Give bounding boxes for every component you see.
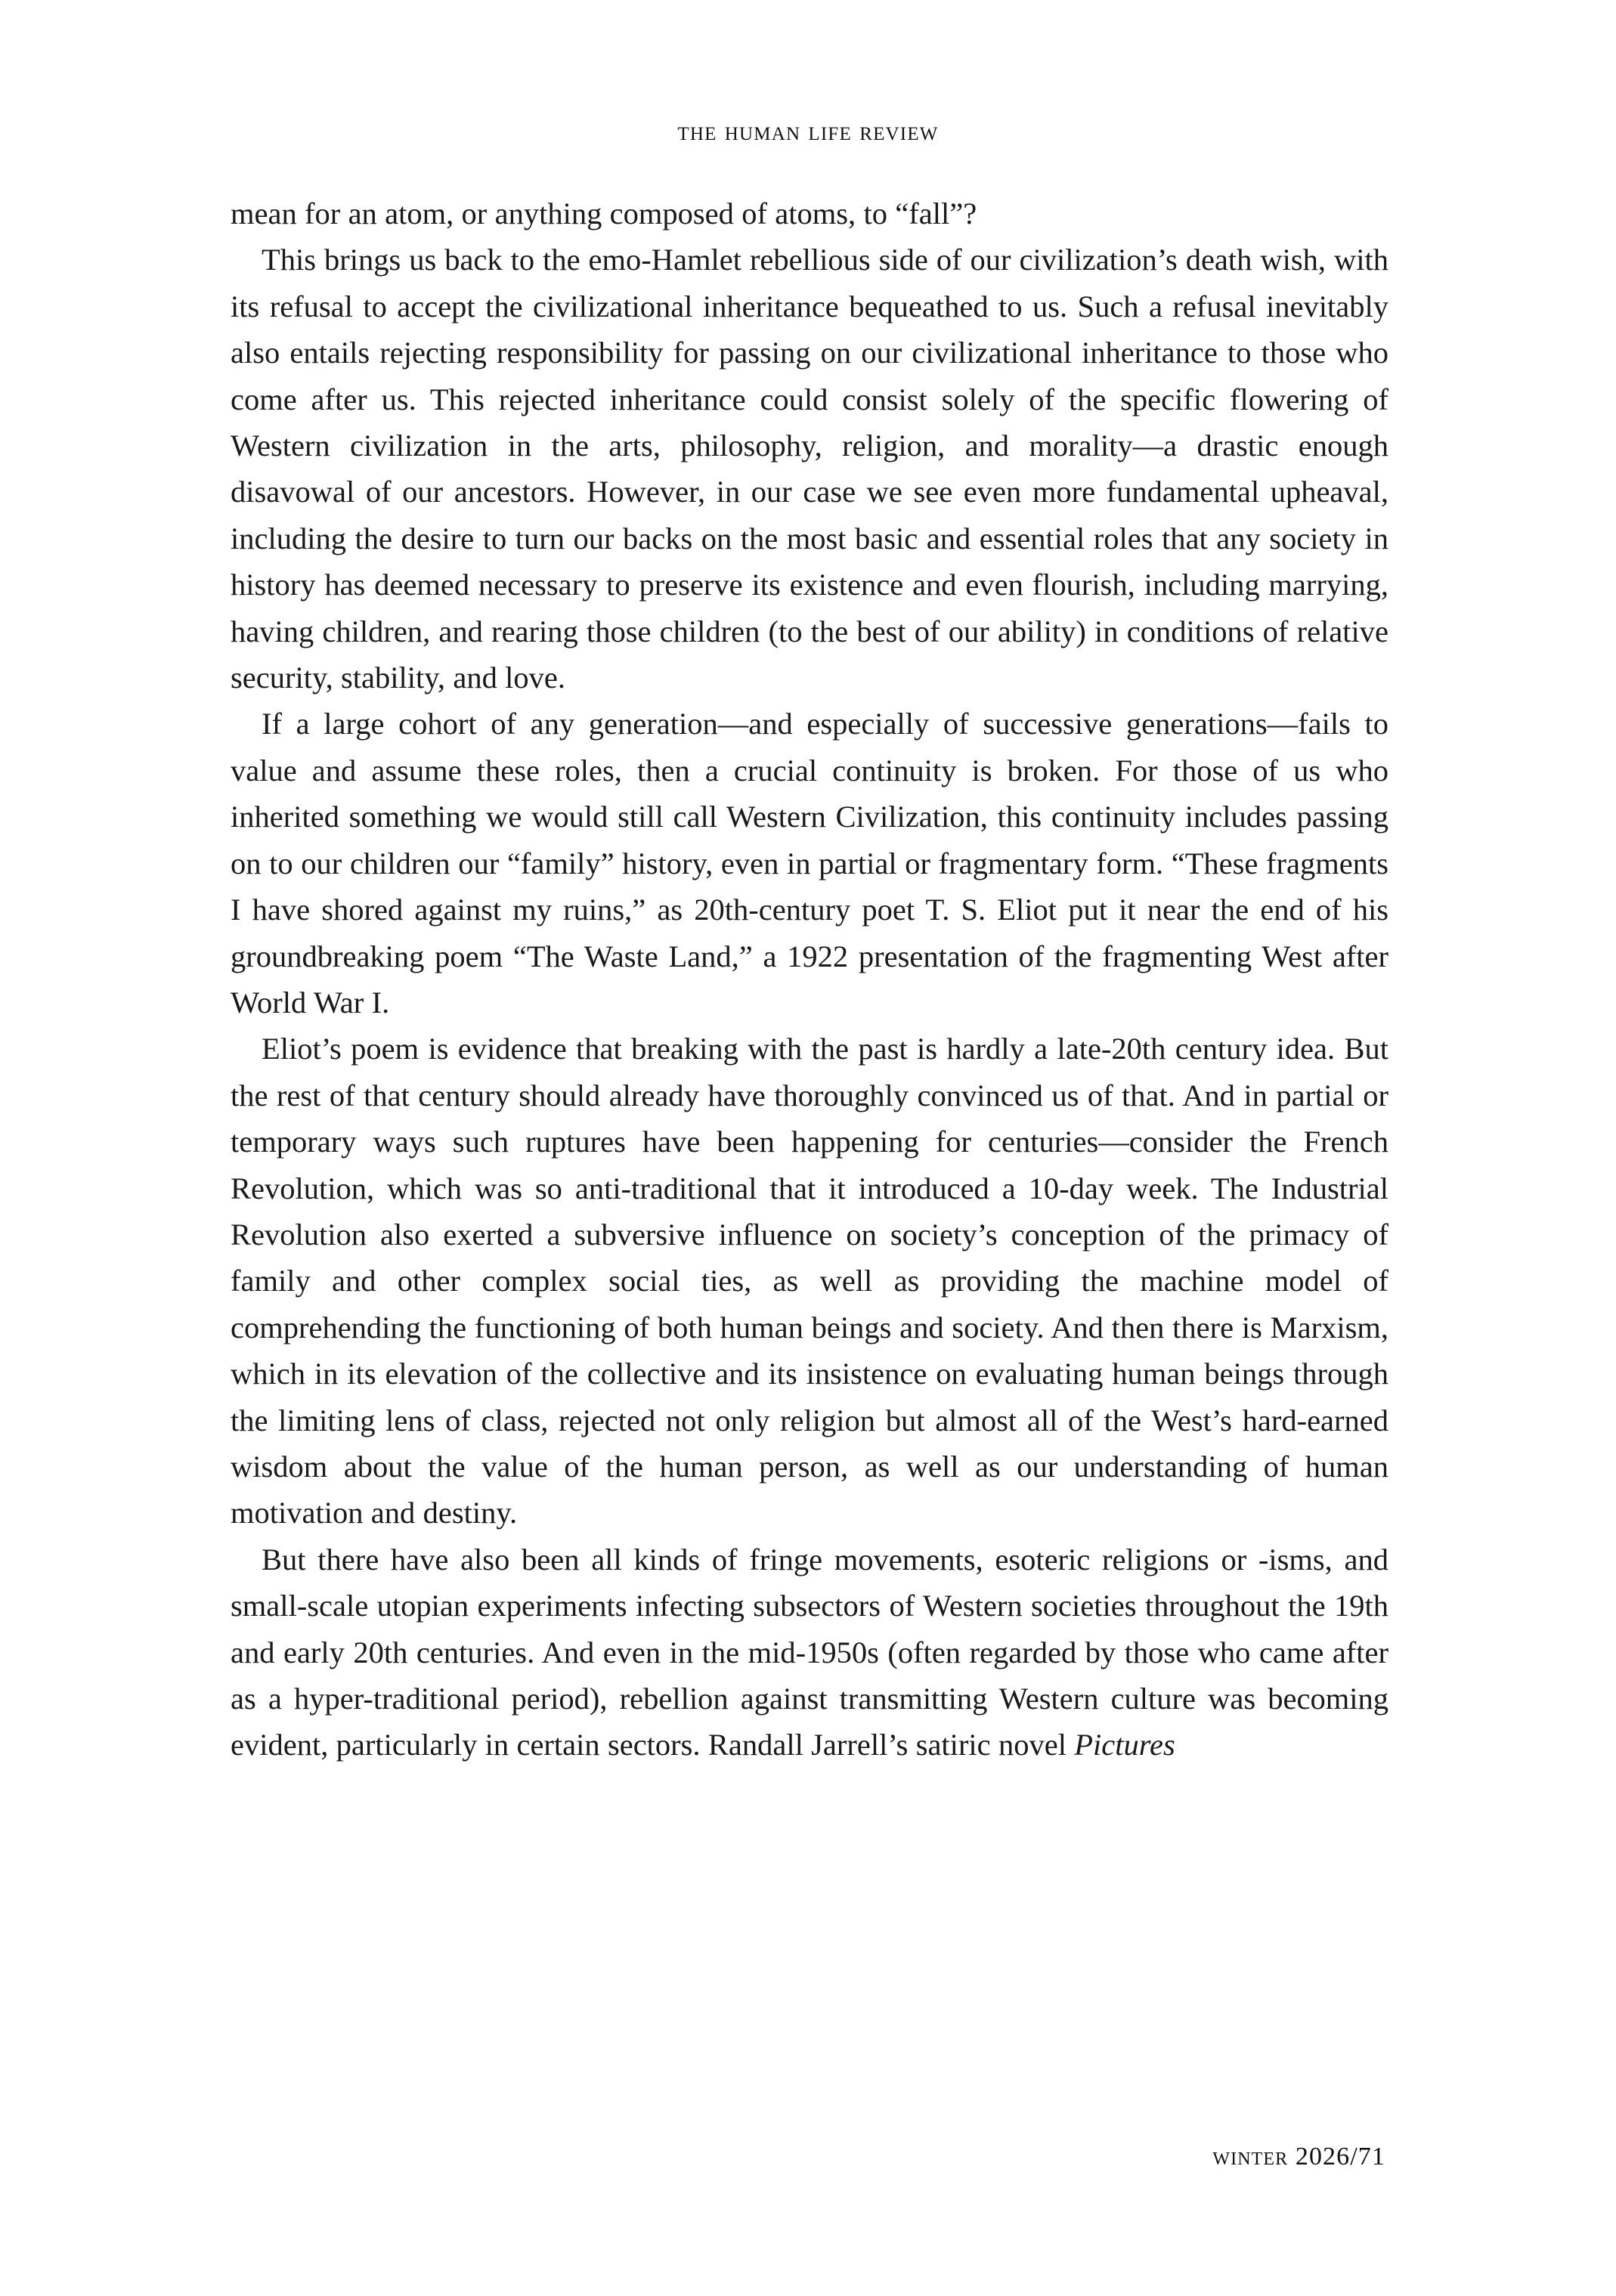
running-head: the human life review — [677, 116, 939, 146]
paragraph-emo-hamlet: This brings us back to the emo-Hamlet rebellious side of our civilization’s death wish, with its refusal to accept the civilizational inheritance bequeathed to us. Such a refusal inevitably also entails rejecting responsibility for passing on our civilizational inheritance to those who come after us. This rejected inheritance could consist solely of the specific flowering of Western civilization in the arts, philosophy, religion, and morality—a drastic enough disavowal of our ancestors. However, in our case we see even more fundamental upheaval, including the desire to turn our backs on the most basic and essential roles that any society in history has deemed necessary to preserve its existence and even flourish, including marrying, having children, and rearing those children (to the best of our ability) in conditions of relative security, stability, and love. — [231, 243, 1388, 695]
paragraph-fringe-text: But there have also been all kinds of fringe movements, esoteric religions or -isms, and small-scale utopian experiments infecting subsectors of Western societies throughout the 19th and early 20th centuries. And even in the mid-1950s (often regarded by those who came after as a hyper-traditional period), rebellion against transmitting Western culture was becoming evident, particularly in certain sectors. Randall Jarrell’s satiric novel — [231, 1542, 1388, 1762]
paragraph-cohort: If a large cohort of any generation—and especially of successive generations—fails to value and assume these roles, then a crucial continuity is broken. For those of us who inherited something we would still call Western Civilization, this continuity includes passing on to our children our “family” history, even in partial or fragmentary form. “These fragments I have shored against my ruins,” as 20th-century poet T. S. Eliot put it near the end of his groundbreaking poem “The Waste Land,” a 1922 presentation of the fragmenting West after World War I. — [231, 707, 1388, 1020]
paragraph-fringe — [231, 1536, 1388, 1768]
paragraph-eliot: Eliot’s poem is evidence that breaking with the past is hardly a late-20th century idea. But the rest of that century should already have thoroughly convinced us of that. And in partial or temporary ways such ruptures have been happening for centuries—consider the French Revolution, which was so anti-traditional that it introduced a 10-day week. The Industrial Revolution also exerted a subversive influence on society’s conception of the primacy of family and other complex social ties, as well as providing the machine model of comprehending the functioning of both human beings and society. And then there is Marxism, which in its elevation of the collective and its insistence on evaluating human beings through the limiting lens of class, rejected not only religion but almost all of the West’s hard-earned wisdom about the value of the human person, as well as our understanding of human motivation and destiny. — [231, 1032, 1388, 1530]
body-text-column — [231, 190, 1388, 1768]
page-folio: winter 2026/71 — [1212, 2143, 1385, 2171]
paragraph-continued: mean for an atom, or anything composed of atoms, to “fall”? — [231, 196, 977, 231]
book-title-italic: Pictures — [1074, 1728, 1175, 1762]
